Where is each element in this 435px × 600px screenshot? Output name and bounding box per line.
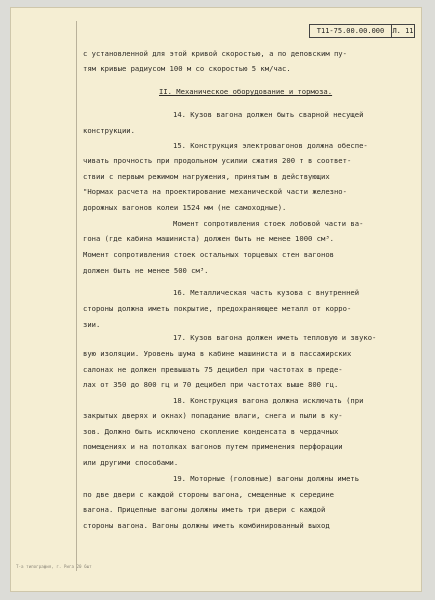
text-line: должен быть не менее 500 см³. <box>83 266 209 275</box>
text-line: по две двери с каждой стороны вагона, смещенные к середине <box>83 490 334 499</box>
section-heading: II. Механическое оборудование и тормоза. <box>159 87 333 96</box>
text-line: дорожных вагонов колеи 1524 мм (не самоходные). <box>83 203 287 212</box>
text-line: чивать прочность при продольном усилии сжатия 200 т в соответ- <box>83 156 352 165</box>
text-line: помещениях и на потолках вагонов путем применения перфорации <box>83 442 343 451</box>
text-line: зов. Должно быть исключено скопление конденсата в чердачных <box>83 427 339 436</box>
text-line: 18. Конструкция вагона должна исключать (при <box>173 396 364 405</box>
text-line: Момент сопротивления стоек лобовой части ва- <box>173 219 364 228</box>
text-line: 14. Кузов вагона должен быть сварной несущей <box>173 110 364 119</box>
text-line: стороны вагона. Вагоны должны иметь комбинированный выход <box>83 521 330 530</box>
title-block-stamp <box>309 24 415 38</box>
text-line: 15. Конструкция электровагонов должна обеспе- <box>173 141 368 150</box>
text-line: тям кривые радиусом 100 м со скоростью 5 км/час. <box>83 64 291 73</box>
text-line: Момент сопротивления стоек остальных торцевых стен вагонов <box>83 250 334 259</box>
text-line: "Нормах расчета на проектирование механической части железно- <box>83 187 347 196</box>
text-line: закрытых дверях и окнах) попадание влаги, снега и пыли в ку- <box>83 411 343 420</box>
text-line: с установленной для этой кривой скоростью, а по деповским пу- <box>83 49 347 58</box>
text-line: 16. Металлическая часть кузова с внутренней <box>173 288 360 297</box>
sheet-number: Л. 11 <box>392 27 414 35</box>
text-line: лах от 350 до 800 гц и 70 децибел при частотах выше 800 гц. <box>83 380 339 389</box>
text-line: зии. <box>83 320 101 329</box>
margin-rule <box>76 21 77 571</box>
text-line: или другими способами. <box>83 458 179 467</box>
text-line: гона (где кабина машиниста) должен быть не менее 1000 см³. <box>83 234 334 243</box>
printer-footnote: Т-а типография, г. Рига 20 6шт <box>16 564 92 569</box>
text-line: 17. Кузов вагона должен иметь тепловую и звуко- <box>173 333 377 342</box>
text-line: конструкции. <box>83 126 135 135</box>
text-line: вую изоляции. Уровень шума в кабине машиниста и в пассажирских <box>83 349 352 358</box>
text-line: вагона. Прицепные вагоны должны иметь три двери с каждой <box>83 505 326 514</box>
text-line: стороны должна иметь покрытие, предохраняющее металл от корро- <box>83 304 352 313</box>
text-line: ствии с первым режимом нагружения, принятым в действующих <box>83 172 330 181</box>
document-code: Т11-75.00.00.000 <box>310 25 392 37</box>
text-line: 19. Моторные (головные) вагоны должны иметь <box>173 474 360 483</box>
text-line: салонах не должен превышать 75 децибел при частотах в преде- <box>83 365 343 374</box>
